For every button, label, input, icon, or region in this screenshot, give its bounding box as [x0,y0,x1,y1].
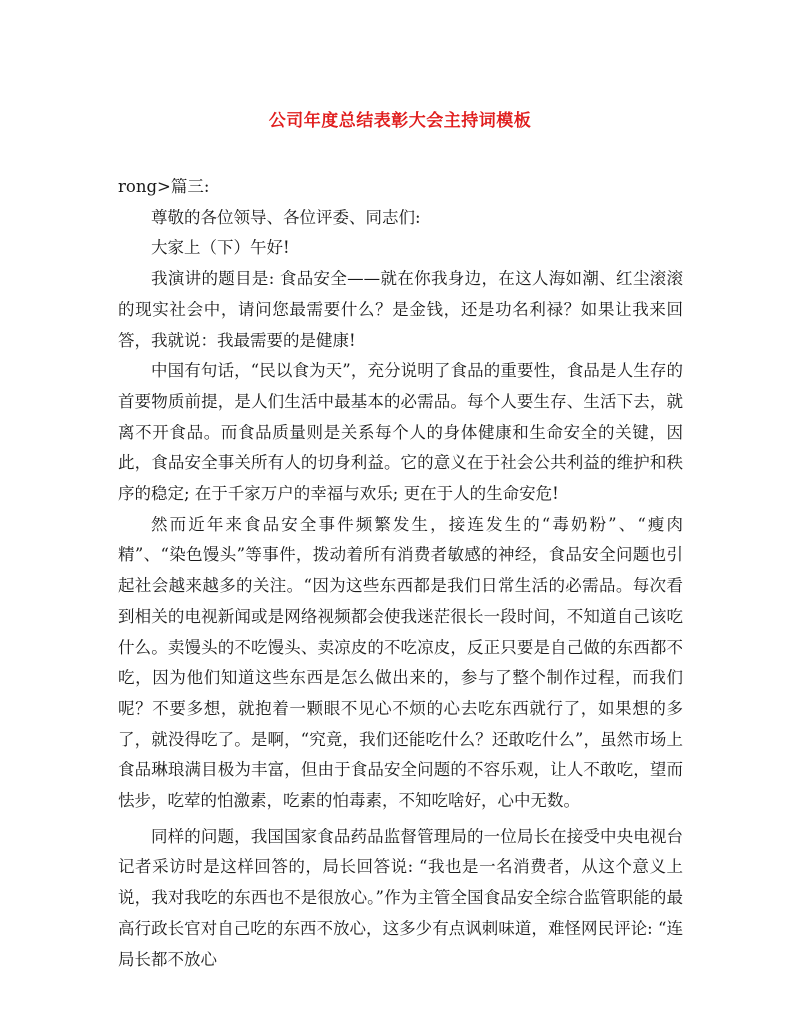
body-paragraph: 我演讲的题目是: 食品安全——就在你我身边，在这人海如潮、红尘滚滚的现实社会中，请问您最需要什么？是金钱，还是功名利禄？如果让我来回答，我就说：我最需要的是健康! [118,269,683,350]
greeting-paragraph: 大家上（下）午好! [151,238,290,258]
salutation-paragraph: 尊敬的各位领导、各位评委、同志们: [151,207,421,227]
body-paragraph: 然而近年来食品安全事件频繁发生，接连发生的“毒奶粉”、“瘦肉精”、“染色馒头”等事件，拨动着所有消费者敏感的神经，食品安全问题也引起社会越来越多的关注。“因为这些东西都是我们日常生活的必需品。每次看到相关的电视新闻或是网络视频都会使我迷茫很长一段时间，不知道自己该吃什么。卖馒头的不吃馒头、卖凉皮的不吃凉皮，反正只要是自己做的东西都不吃，因为他们知道这些东西是怎么做出来的，参与了整个制作过程，而我们呢？不要多想，就抱着一颗眼不见心不烦的心去吃东西就行了，如果想的多了，就没得吃了。是啊，“究竟，我们还能吃什么？还敢吃什么”，虽然市场上食品琳琅满目极为丰富，但由于食品安全问题的不容乐观，让人不敢吃，望而怯步，吃荤的怕激素，吃素的怕毒素，不知吃啥好，心中无数。 [118,514,683,811]
body-paragraph: 中国有句话，“民以食为天”，充分说明了食品的重要性，食品是人生存的首要物质前提，是人们生活中最基本的必需品。每个人要生存、生活下去，就离不开食品。而食品质量则是关系每个人的身体健康和生命安全的关键，因此，食品安全事关所有人的切身利益。它的意义在于社会公共利益的维护和秩序的稳定; 在于千家万户的幸福与欢乐; 更在于人的生命安危! [118,361,683,504]
document-title: 公司年度总结表彰大会主持词模板 [268,111,532,131]
section-heading: rong>篇三: [118,177,210,196]
document-body [118,172,683,975]
body-paragraph: 同样的问题，我国国家食品药品监督管理局的一位局长在接受中央电视台记者采访时是这样回答的，局长回答说: “我也是一名消费者，从这个意义上说，我对我吃的东西也不是很放心。”作为主管全国食品安全综合监管职能的最高行政长官对自己吃的东西不放心，这多少有点讽刺味道，难怪网民评论: “连局长都不放心 [118,826,683,969]
